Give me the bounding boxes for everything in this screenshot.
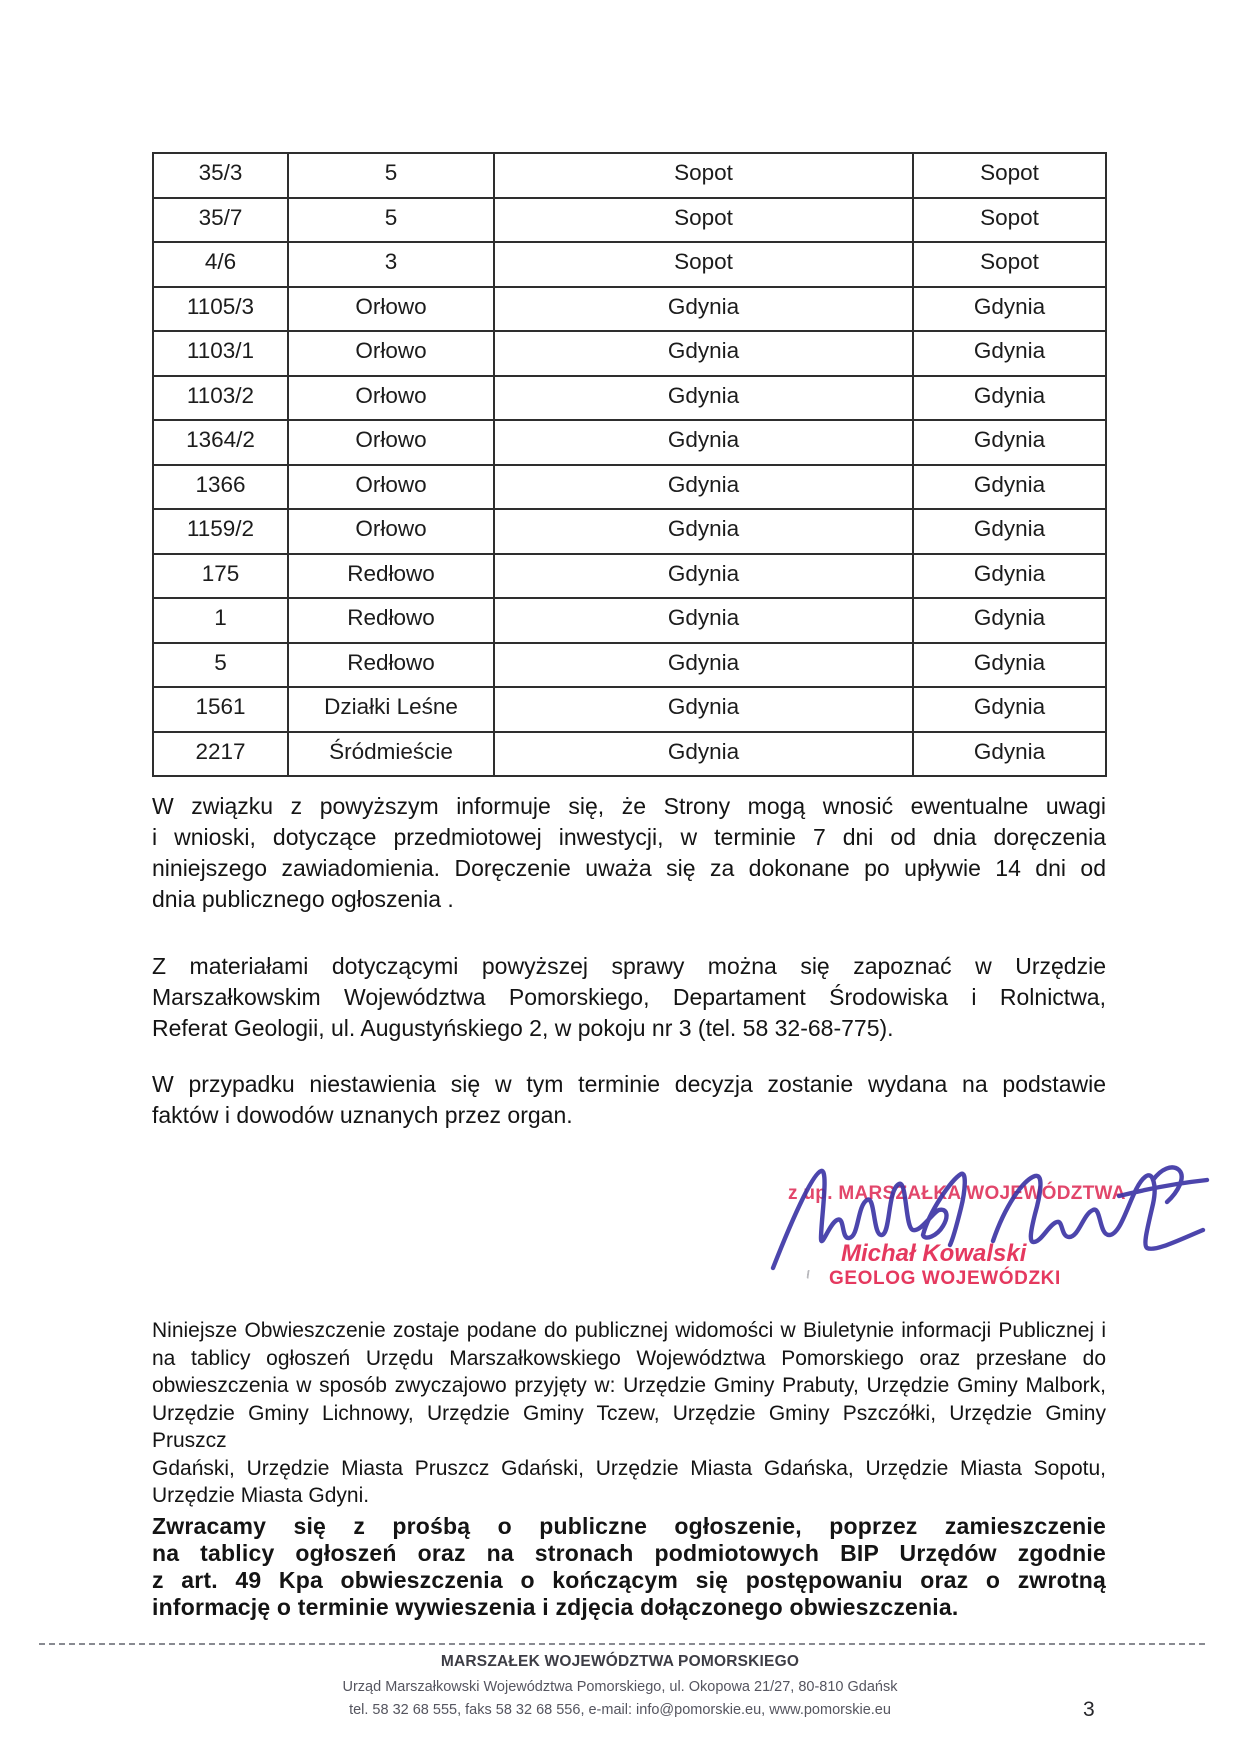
table-row: [153, 153, 1106, 198]
signatory-name: Michał Kowalski: [841, 1240, 1027, 1267]
table-cell: Gdynia: [494, 598, 913, 643]
table-cell: Gdynia: [913, 732, 1106, 777]
text-line: Referat Geologii, ul. Augustyńskiego 2, w pokoju nr 3 (tel. 58 32-68-775).: [152, 1015, 894, 1041]
text-line: Urzędzie Gminy Lichnowy, Urzędzie Gminy Tczew, Urzędzie Gminy Pszczółki, Urzędzie Gminy Pruszcz: [152, 1401, 1106, 1452]
signatory-role: GEOLOG WOJEWÓDZKI: [829, 1268, 1061, 1289]
paragraph-objections-notice: [152, 791, 1106, 915]
text-line: Niniejsze Obwieszczenie zostaje podane do publicznej widomości w Biuletynie informacji Publicznej i: [152, 1319, 1106, 1342]
table-row: [153, 732, 1106, 777]
table-row: [153, 598, 1106, 643]
page-number: 3: [1083, 1698, 1095, 1721]
text-line: Urzędzie Miasta Gdyni.: [152, 1484, 370, 1507]
table-cell: Sopot: [913, 198, 1106, 243]
text-line: dnia publicznego ogłoszenia .: [152, 886, 454, 912]
table-cell: Sopot: [494, 242, 913, 287]
table-cell: Orłowo: [288, 287, 494, 332]
table-cell: Sopot: [494, 153, 913, 198]
table-row: [153, 420, 1106, 465]
signature-block: [755, 1150, 1225, 1310]
paragraph-case-materials: [152, 951, 1106, 1044]
table-cell: Orłowo: [288, 420, 494, 465]
table-cell: 1364/2: [153, 420, 288, 465]
table-row: [153, 242, 1106, 287]
table-cell: Gdynia: [494, 420, 913, 465]
table-cell: Redłowo: [288, 598, 494, 643]
text-line: na tablicy ogłoszeń Urzędu Marszałkowskiego Województwa Pomorskiego oraz przesłane do: [152, 1346, 1106, 1370]
table-row: [153, 509, 1106, 554]
footer-divider: [39, 1643, 1205, 1645]
table-cell: Gdynia: [494, 554, 913, 599]
table-cell: Gdynia: [913, 420, 1106, 465]
table-row: [153, 643, 1106, 688]
table-row: [153, 331, 1106, 376]
table-row: [153, 465, 1106, 510]
table-cell: Gdynia: [494, 509, 913, 554]
text-line: W związku z powyższym informuje się, że Strony mogą wnosić ewentualne uwagi: [152, 793, 1106, 819]
stamp-authority-line: z up. MARSZAŁKA WOJEWÓDZTWA: [788, 1183, 1126, 1204]
text-line: niniejszego zawiadomienia. Doręczenie uważa się za dokonane po upływie 14 dni od: [152, 855, 1106, 881]
table-cell: Gdynia: [913, 465, 1106, 510]
table-cell: Orłowo: [288, 509, 494, 554]
paragraph-publication-request: [152, 1513, 1106, 1621]
table-cell: Gdynia: [494, 732, 913, 777]
table-row: [153, 554, 1106, 599]
table-cell: Gdynia: [913, 554, 1106, 599]
paragraph-decision-basis: [152, 1069, 1106, 1131]
table-cell: Orłowo: [288, 376, 494, 421]
table-cell: Gdynia: [913, 687, 1106, 732]
table-cell: 1103/2: [153, 376, 288, 421]
footer-organization: MARSZAŁEK WOJEWÓDZTWA POMORSKIEGO: [440, 1653, 800, 1670]
text-line: Zwracamy się z prośbą o publiczne ogłoszenie, poprzez zamieszczenie: [152, 1513, 1106, 1539]
table-cell: 3: [288, 242, 494, 287]
table-cell: Gdynia: [913, 509, 1106, 554]
table-cell: 1103/1: [153, 331, 288, 376]
table-cell: Śródmieście: [288, 732, 494, 777]
footer-contact: tel. 58 32 68 555, faks 58 32 68 556, e-mail: info@pomorskie.eu, www.pomorskie.eu: [349, 1702, 891, 1718]
table-cell: Gdynia: [494, 643, 913, 688]
table-cell: 1159/2: [153, 509, 288, 554]
table-cell: Orłowo: [288, 331, 494, 376]
table-cell: 35/7: [153, 198, 288, 243]
scan-artifact-mark: [806, 1270, 813, 1280]
table-cell: Gdynia: [913, 331, 1106, 376]
table-cell: Gdynia: [494, 376, 913, 421]
text-line: W przypadku niestawienia się w tym terminie decyzja zostanie wydana na podstawie: [152, 1071, 1106, 1097]
text-line: Marszałkowskim Województwa Pomorskiego, Departament Środowiska i Rolnictwa,: [152, 984, 1106, 1010]
parcels-table: [152, 152, 1107, 777]
text-line: Z materiałami dotyczącymi powyższej sprawy można się zapoznać w Urzędzie: [152, 953, 1106, 979]
table-row: [153, 287, 1106, 332]
table-row: [153, 376, 1106, 421]
table-cell: 1561: [153, 687, 288, 732]
text-line: i wnioski, dotyczące przedmiotowej inwestycji, w terminie 7 dni od dnia doręczenia: [152, 824, 1106, 850]
table-cell: 1: [153, 598, 288, 643]
table-cell: Orłowo: [288, 465, 494, 510]
table-cell: Redłowo: [288, 554, 494, 599]
table-cell: Redłowo: [288, 643, 494, 688]
text-line: obwieszczenia w sposób zwyczajowo przyjęty w: Urzędzie Gminy Prabuty, Urzędzie Gminy Malbork,: [152, 1374, 1106, 1397]
table-cell: Gdynia: [494, 331, 913, 376]
text-line: Gdański, Urzędzie Miasta Pruszcz Gdański, Urzędzie Miasta Gdańska, Urzędzie Miasta Sopotu,: [152, 1456, 1106, 1480]
table-cell: 1366: [153, 465, 288, 510]
table-cell: Gdynia: [494, 465, 913, 510]
table-cell: Sopot: [913, 242, 1106, 287]
table-cell: 5: [153, 643, 288, 688]
table-cell: 5: [288, 198, 494, 243]
table-cell: Gdynia: [913, 287, 1106, 332]
table-cell: Gdynia: [913, 376, 1106, 421]
table-cell: 2217: [153, 732, 288, 777]
table-cell: 1105/3: [153, 287, 288, 332]
table-cell: Sopot: [913, 153, 1106, 198]
table-cell: Gdynia: [494, 687, 913, 732]
text-line: informację o terminie wywieszenia i zdjęcia dołączonego obwieszczenia.: [152, 1594, 959, 1620]
text-line: z art. 49 Kpa obwieszczenia o kończącym się postępowaniu oraz o zwrotną: [152, 1567, 1106, 1593]
table-row: [153, 198, 1106, 243]
table-cell: Sopot: [494, 198, 913, 243]
table-cell: 35/3: [153, 153, 288, 198]
table-cell: Gdynia: [913, 598, 1106, 643]
table-cell: 4/6: [153, 242, 288, 287]
text-line: faktów i dowodów uznanych przez organ.: [152, 1102, 573, 1128]
table-cell: 175: [153, 554, 288, 599]
text-line: na tablicy ogłoszeń oraz na stronach podmiotowych BIP Urzędów zgodnie: [152, 1540, 1106, 1566]
table-cell: Gdynia: [913, 643, 1106, 688]
table-cell: Działki Leśne: [288, 687, 494, 732]
table-row: [153, 687, 1106, 732]
parcels-table-body: [153, 153, 1106, 776]
paragraph-public-notice: [152, 1317, 1106, 1510]
table-cell: 5: [288, 153, 494, 198]
table-cell: Gdynia: [494, 287, 913, 332]
footer-address: Urząd Marszałkowski Województwa Pomorskiego, ul. Okopowa 21/27, 80-810 Gdańsk: [342, 1679, 898, 1695]
